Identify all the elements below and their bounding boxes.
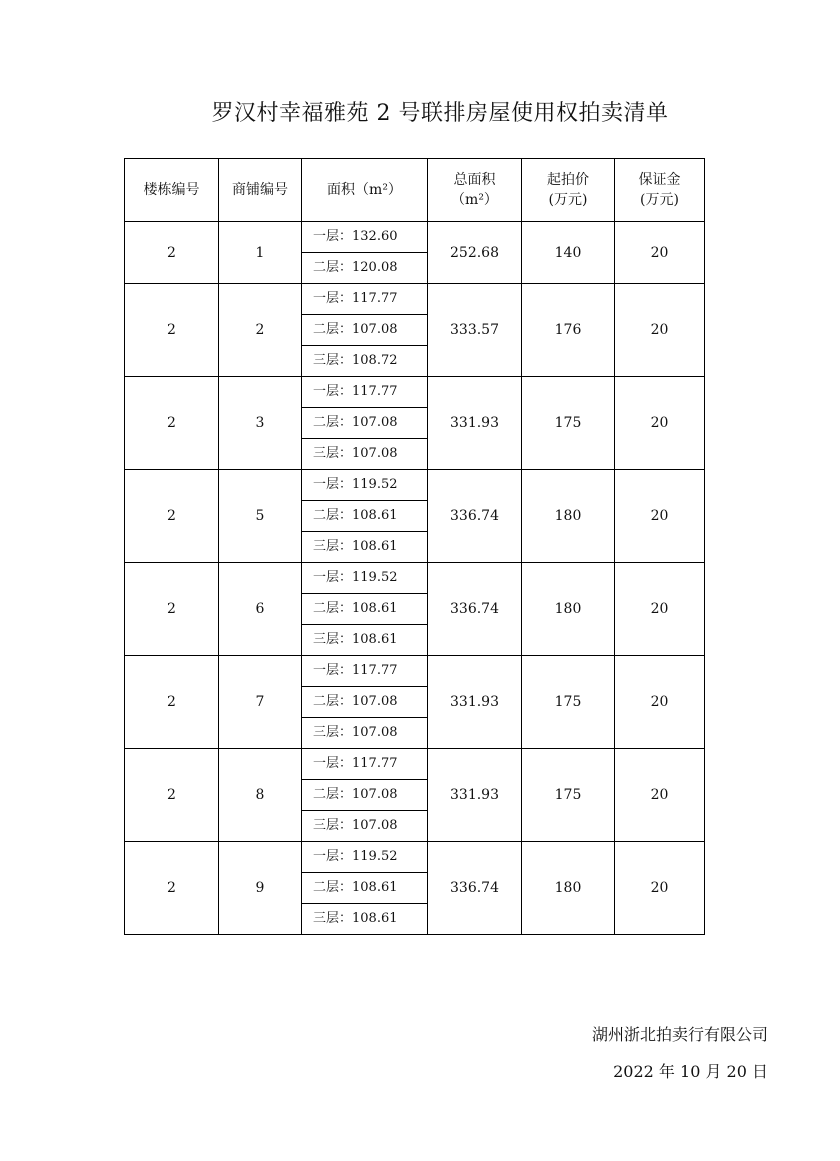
cell-start-price: 175 bbox=[522, 656, 615, 749]
header-deposit bbox=[615, 159, 705, 222]
company-name: 湖州浙北拍卖行有限公司 bbox=[591, 1025, 768, 1044]
cell-deposit: 20 bbox=[615, 222, 705, 284]
cell-start-price: 180 bbox=[522, 842, 615, 935]
cell-building: 2 bbox=[125, 222, 219, 284]
cell-start-price: 175 bbox=[522, 377, 615, 470]
cell-building: 2 bbox=[125, 749, 219, 842]
header-deposit-line2: (万元) bbox=[640, 192, 679, 208]
header-start-price-line1: 起拍价 bbox=[547, 172, 589, 188]
table-row bbox=[125, 470, 705, 501]
cell-start-price: 140 bbox=[522, 222, 615, 284]
cell-building: 2 bbox=[125, 470, 219, 563]
cell-floor-area: 三层：107.08 bbox=[302, 439, 428, 470]
cell-deposit: 20 bbox=[615, 749, 705, 842]
cell-start-price: 176 bbox=[522, 284, 615, 377]
cell-start-price: 175 bbox=[522, 749, 615, 842]
table-row bbox=[125, 749, 705, 780]
cell-deposit: 20 bbox=[615, 377, 705, 470]
cell-shop: 9 bbox=[219, 842, 302, 935]
cell-floor-area: 一层：117.77 bbox=[302, 377, 428, 408]
cell-building: 2 bbox=[125, 284, 219, 377]
table-row bbox=[125, 656, 705, 687]
document-title: 罗汉村幸福雅苑 2 号联排房屋使用权拍卖清单 bbox=[211, 101, 669, 126]
cell-building: 2 bbox=[125, 563, 219, 656]
table-header-row bbox=[125, 159, 705, 222]
document-date: 2022 年 10 月 20 日 bbox=[613, 1062, 768, 1081]
cell-floor-area: 一层：132.60 bbox=[302, 222, 428, 253]
cell-total-area: 336.74 bbox=[428, 842, 522, 935]
header-total-area-line2: （m²） bbox=[451, 192, 498, 208]
cell-floor-area: 三层：108.61 bbox=[302, 532, 428, 563]
cell-floor-area: 三层：107.08 bbox=[302, 811, 428, 842]
cell-floor-area: 一层：117.77 bbox=[302, 749, 428, 780]
header-building: 楼栋编号 bbox=[125, 159, 219, 222]
cell-floor-area: 一层：119.52 bbox=[302, 563, 428, 594]
cell-building: 2 bbox=[125, 377, 219, 470]
cell-building: 2 bbox=[125, 656, 219, 749]
cell-floor-area: 二层：107.08 bbox=[302, 687, 428, 718]
table-row bbox=[125, 377, 705, 408]
cell-total-area: 252.68 bbox=[428, 222, 522, 284]
cell-floor-area: 一层：119.52 bbox=[302, 842, 428, 873]
cell-total-area: 336.74 bbox=[428, 563, 522, 656]
cell-total-area: 331.93 bbox=[428, 377, 522, 470]
table-row bbox=[125, 842, 705, 873]
header-start-price-line2: (万元) bbox=[548, 192, 588, 208]
header-shop: 商铺编号 bbox=[219, 159, 302, 222]
cell-start-price: 180 bbox=[522, 563, 615, 656]
cell-deposit: 20 bbox=[615, 842, 705, 935]
cell-building: 2 bbox=[125, 842, 219, 935]
cell-floor-area: 一层：117.77 bbox=[302, 656, 428, 687]
cell-floor-area: 二层：107.08 bbox=[302, 315, 428, 346]
auction-list-table bbox=[124, 158, 705, 935]
cell-floor-area: 三层：108.61 bbox=[302, 904, 428, 935]
table-row bbox=[125, 284, 705, 315]
cell-floor-area: 二层：107.08 bbox=[302, 780, 428, 811]
cell-deposit: 20 bbox=[615, 563, 705, 656]
cell-floor-area: 三层：107.08 bbox=[302, 718, 428, 749]
cell-total-area: 331.93 bbox=[428, 749, 522, 842]
cell-floor-area: 三层：108.72 bbox=[302, 346, 428, 377]
cell-total-area: 331.93 bbox=[428, 656, 522, 749]
header-total-area-line1: 总面积 bbox=[453, 172, 496, 188]
cell-floor-area: 二层：108.61 bbox=[302, 594, 428, 625]
table-row bbox=[125, 563, 705, 594]
cell-floor-area: 三层：108.61 bbox=[302, 625, 428, 656]
cell-shop: 1 bbox=[219, 222, 302, 284]
cell-floor-area: 一层：117.77 bbox=[302, 284, 428, 315]
cell-total-area: 336.74 bbox=[428, 470, 522, 563]
cell-shop: 3 bbox=[219, 377, 302, 470]
cell-floor-area: 二层：108.61 bbox=[302, 873, 428, 904]
header-area: 面积（m²） bbox=[302, 159, 428, 222]
cell-shop: 5 bbox=[219, 470, 302, 563]
cell-shop: 7 bbox=[219, 656, 302, 749]
cell-deposit: 20 bbox=[615, 470, 705, 563]
cell-deposit: 20 bbox=[615, 284, 705, 377]
cell-floor-area: 一层：119.52 bbox=[302, 470, 428, 501]
header-deposit-line1: 保证金 bbox=[638, 172, 681, 188]
header-total-area bbox=[428, 159, 522, 222]
cell-floor-area: 二层：107.08 bbox=[302, 408, 428, 439]
cell-shop: 8 bbox=[219, 749, 302, 842]
cell-floor-area: 二层：120.08 bbox=[302, 253, 428, 284]
cell-shop: 2 bbox=[219, 284, 302, 377]
cell-start-price: 180 bbox=[522, 470, 615, 563]
table-row bbox=[125, 222, 705, 253]
cell-shop: 6 bbox=[219, 563, 302, 656]
cell-floor-area: 二层：108.61 bbox=[302, 501, 428, 532]
cell-total-area: 333.57 bbox=[428, 284, 522, 377]
cell-deposit: 20 bbox=[615, 656, 705, 749]
header-start-price bbox=[522, 159, 615, 222]
